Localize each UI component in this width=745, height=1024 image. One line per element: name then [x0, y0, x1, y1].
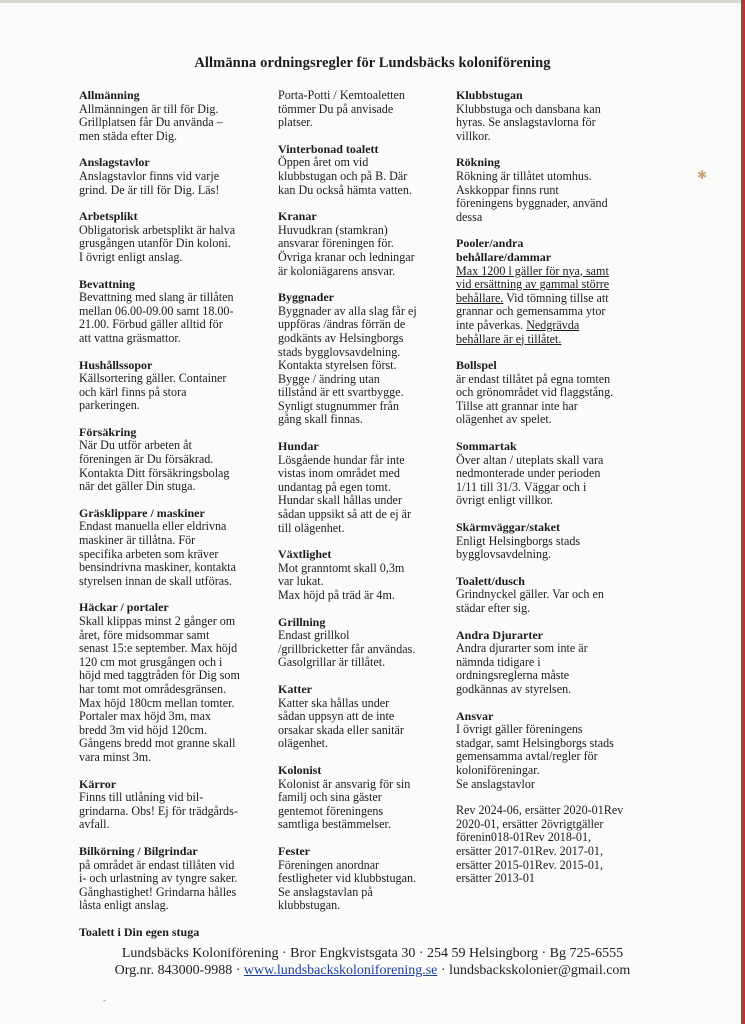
rule-text-line: är koloniägarens ansvar.: [278, 263, 396, 278]
rule-text-line: och kärl finns på stora: [79, 384, 187, 399]
rule-text-line: parkeringen.: [79, 398, 140, 413]
rule-text-line: sådan uppsyn att de inte: [278, 709, 395, 724]
rule-text-line: godkänts av Helsingborgs: [278, 330, 404, 345]
rule-heading: Kärror: [79, 776, 117, 791]
rule-heading: Kranar: [278, 209, 317, 224]
rule-text-line: villkor.: [456, 128, 491, 143]
rule-section: [79, 359, 251, 413]
rule-text-line: Anslagstavlor finns vid varje: [79, 168, 220, 183]
column-2: [278, 89, 428, 926]
rule-section: [456, 156, 626, 224]
rule-text-line: behållare är ej tillåtet.: [456, 331, 562, 346]
rule-text-line: Över altan / uteplats skall vara: [456, 452, 604, 467]
revision-line: Rev 2024-06, ersätter 2020-01: [456, 803, 604, 818]
rule-text-line: Andra djurarter som inte är: [456, 641, 588, 656]
rule-text-line: vara minst 3m.: [79, 749, 152, 764]
rule-text-line: stadgar, samt Helsingborgs stads: [456, 735, 614, 750]
rule-section: [79, 426, 251, 494]
rule-text-line: tömmer Du på anvisade: [278, 101, 394, 116]
rule-text-line: Synligt stugnummer från: [278, 398, 399, 413]
rule-text-line: Huvudkran (stamkran): [278, 222, 388, 237]
rule-text-line: Gasolgrillar är tillåtet.: [278, 655, 386, 670]
rule-section: [278, 291, 428, 427]
rule-text-line: var lukat.: [278, 574, 324, 589]
rule-text-line: i- och urlastning av tyngre saker.: [79, 871, 238, 886]
rule-section: [278, 440, 428, 535]
rule-text-line: Porta-Potti / Kemtoaletten: [278, 88, 405, 102]
rule-heading: Arbetsplikt: [79, 209, 138, 224]
rule-text-line: föreningen är Du försäkrad.: [79, 452, 214, 467]
rule-text-line: gemensamma avtal/regler för: [456, 749, 598, 764]
revision-line: Rev 2018-01, ersätter 2017-01: [456, 830, 592, 858]
rule-text-line: Portaler max höjd 3m, max: [79, 709, 211, 724]
rule-text-line: Mot granntomt skall 0,3m: [278, 560, 405, 575]
rule-heading: behållare/dammar: [456, 249, 552, 264]
rule-section: [79, 845, 251, 913]
rule-text-line: 21.00. Förbud gäller alltid för: [79, 317, 223, 332]
rule-text-line: nedmonterade under perioden: [456, 466, 601, 481]
document-title: Allmänna ordningsregler för Lundsbäcks koloniförening: [194, 55, 551, 71]
rule-section: [79, 507, 251, 589]
rule-heading: Pooler/andra: [456, 236, 524, 251]
rule-text-line: vid ersättning av gammal större: [456, 277, 610, 292]
rule-text-line: Lösgående hundar får inte: [278, 452, 405, 467]
rule-text-line: Max höjd på träd är 4m.: [278, 588, 395, 602]
rule-text-line: gång skall finnas.: [278, 412, 363, 427]
rule-text-line: Rökning är tillåtet utomhus.: [456, 168, 592, 183]
rule-text-line: Övriga kranar och ledningar: [278, 249, 415, 264]
rule-text-line: olägenhet av spelet.: [456, 412, 552, 427]
rule-section: [278, 89, 428, 130]
rule-heading: Hundar: [278, 439, 319, 454]
rule-section: [79, 210, 251, 264]
rule-heading: Anslagstavlor: [79, 155, 150, 170]
rule-text-line: Hundar skall hållas under: [278, 493, 402, 508]
rule-text-line: till olägenhet.: [278, 520, 345, 535]
rule-text-line: samtliga bestämmelser.: [278, 817, 391, 832]
rule-text-line: Gånghastighet! Grindarna hålles: [79, 884, 237, 899]
rule-text-line: Öppen året om vid: [278, 155, 369, 170]
rule-text-line: orsakar skada eller sanitär: [278, 722, 404, 737]
rule-text-line: Gångens bredd mot granne skall: [79, 736, 236, 751]
rule-text-line: föreningens byggnader, använd: [456, 196, 608, 211]
rule-text-line: stads bygglovsavdelning.: [278, 344, 401, 359]
rule-section: [278, 548, 428, 602]
rule-section: [79, 156, 251, 197]
rule-text-line: Skall klippas minst 2 gånger om: [79, 614, 236, 628]
rule-heading: Grillning: [278, 614, 326, 629]
rule-heading: Allmänning: [79, 88, 140, 102]
rule-text-line: Klubbstuga och dansbana kan: [456, 101, 601, 116]
rule-text-line: familj och sina gäster: [278, 790, 382, 805]
scan-mark: -: [103, 995, 106, 1005]
rule-text-line: inte påverkas. Nedgrävda: [456, 317, 580, 332]
rule-text-line: /grillbricketter får användas.: [278, 641, 416, 656]
rule-text-line: kan Du också hämta vatten.: [278, 182, 412, 197]
rule-text-line: grannar och gemensamma ytor: [456, 304, 606, 319]
footer-orgnr: Org.nr. 843000-9988 ·: [114, 963, 244, 978]
rule-text-line: senast 15:e september. Max höjd: [79, 641, 238, 656]
rule-heading: Kolonist: [278, 762, 322, 777]
rule-text-line: men städa efter Dig.: [79, 128, 178, 143]
rule-heading: Gräsklippare / maskiner: [79, 505, 205, 520]
rule-text-line: klubbstugan och på B. Där: [278, 168, 408, 183]
column-1: [79, 89, 251, 952]
rule-text-line: platser.: [278, 115, 313, 130]
rule-text-line: och grönområdet vid flaggstång.: [456, 385, 614, 400]
rule-text-line: mellan 06.00-09.00 samt 18.00-: [79, 303, 234, 318]
rule-heading: Hushållssopor: [79, 357, 153, 372]
footer-email: · lundsbackskolonier@gmail.com: [437, 963, 631, 978]
rule-section: [456, 237, 626, 346]
rule-heading: Växtlighet: [278, 547, 332, 562]
rule-text-line: grindarna. Obs! Ej för trädgårds-: [79, 803, 238, 818]
rule-text-line: tillstånd är ett svartbygge.: [278, 385, 404, 400]
rule-text-line: uppföras /ändras förrän de: [278, 317, 406, 332]
rule-section: [278, 764, 428, 832]
scan-speck: ✱: [697, 168, 708, 182]
rule-text-line: ansvarar föreningen för.: [278, 236, 394, 251]
footer: [0, 945, 745, 979]
revision-history: [456, 804, 626, 886]
rule-heading: Toalett i Din egen stuga: [79, 924, 200, 939]
rule-heading: Bilkörning / Bilgrindar: [79, 843, 198, 858]
rule-text-line: 1/11 till 31/3. Väggar och i: [456, 479, 587, 494]
rule-text-line: festligheter vid klubbstugan.: [278, 871, 417, 886]
rule-text-line: behållare. Vid tömning tillse att: [456, 290, 609, 305]
rule-section: [278, 845, 428, 913]
rule-text-line: Askkoppar finns runt: [456, 182, 559, 197]
rule-section: [278, 683, 428, 751]
rule-text-line: maskiner är tillåtna. För: [79, 533, 196, 548]
rule-heading: Ansvar: [456, 708, 494, 723]
revision-line: Rev. 2017-01, ersätter 2015-01: [456, 843, 603, 872]
rule-section: [79, 926, 251, 940]
rule-text-line: bensindrivna maskiner, kontakta: [79, 560, 237, 575]
rule-text-line: Bygge / ändring utan: [278, 371, 380, 386]
rule-text-line: dessa: [456, 209, 483, 224]
rule-text-line: Endast grillkol: [278, 628, 350, 643]
rule-text-line: När Du utför arbeten åt: [79, 438, 192, 453]
rule-text-line: låsta enligt anslag.: [79, 898, 169, 913]
rule-section: [278, 616, 428, 670]
rule-section: [456, 440, 626, 508]
rule-text-line: nämnda tidigare i: [456, 654, 541, 669]
rule-text-line: specifika arbeten som kräver: [79, 546, 219, 561]
footer-website-link[interactable]: www.lundsbackskoloniforening.se: [243, 963, 438, 978]
rule-heading: Katter: [278, 681, 312, 696]
revision-line: gäller förenin018-01: [456, 816, 604, 845]
rule-section: [79, 278, 251, 346]
rule-section: [456, 89, 626, 143]
rule-text-line: Grillplatsen får Du använda –: [79, 115, 223, 130]
rule-text-line: Katter ska hållas under: [278, 695, 390, 710]
rule-text-line: bygglovsavdelning.: [456, 547, 552, 562]
column-3: [456, 89, 626, 886]
rule-text-line: Kontakta styrelsen först.: [278, 358, 397, 373]
rule-section: [278, 210, 428, 278]
rule-section: [79, 778, 251, 832]
footer-contact: [0, 962, 745, 979]
revision-line: Rev. 2015-01, ersätter 2013-01: [456, 857, 603, 886]
rule-text-line: hyras. Se anslagstavlorna för: [456, 115, 596, 130]
rule-text-line: undantag på egen tomt.: [278, 479, 391, 494]
rule-text-line: Finns till utlåning vid bil-: [79, 790, 204, 805]
rule-text-line: gentemot föreningens: [278, 803, 384, 818]
rule-section: [456, 575, 626, 616]
rule-text-line: koloniföreningar.: [456, 762, 540, 777]
rule-text-line: att vattna gräsmattor.: [79, 330, 181, 345]
rule-text-line: grind. De är till för Dig. Läs!: [79, 182, 220, 197]
rule-text-line: Se anslagstavlan på: [278, 884, 373, 899]
rule-heading: Försäkring: [79, 424, 137, 439]
rule-text-line: höjd med taggtråden för Dig som: [79, 668, 240, 683]
rule-heading: Byggnader: [278, 290, 335, 305]
rule-section: [278, 143, 428, 197]
scan-edge-right: [741, 0, 745, 1024]
rule-text-line: året, före midsommar samt: [79, 627, 210, 642]
rule-section: [456, 521, 626, 562]
rule-heading: Sommartak: [456, 439, 517, 454]
rule-text-line: Byggnader av alla slag får ej: [278, 303, 417, 318]
rule-text-line: Enligt Helsingborgs stads: [456, 533, 581, 548]
rule-text-line: Max höjd 180cm mellan tomter.: [79, 695, 235, 710]
rule-text-line: Föreningen anordnar: [278, 857, 380, 872]
rule-section: [79, 89, 251, 143]
revision-line: Rev 2020-01, ersätter 2övrigt: [456, 803, 624, 831]
rule-heading: Bollspel: [456, 358, 497, 373]
footer-address: Lundsbäcks Koloniförening · Bror Engkvistsgata 30 · 254 59 Helsingborg · Bg 725-6555: [121, 946, 624, 961]
underlined-text: Nedgrävda: [526, 317, 580, 332]
rule-heading: Andra Djurarter: [456, 627, 543, 642]
rule-heading: Vinterbonad toalett: [278, 141, 379, 156]
rule-text-line: Kontakta Ditt försäkringsbolag: [79, 465, 230, 480]
rule-heading: Skärmväggar/staket: [456, 520, 560, 535]
rule-text-line: när det gäller Din stuga.: [79, 479, 196, 494]
rule-text-line: städar efter sig.: [456, 601, 531, 615]
rule-text-line: avfall.: [79, 817, 110, 832]
rule-text-line: 120 cm mot grusgången och i: [79, 654, 223, 669]
rule-heading: Häckar / portaler: [79, 600, 169, 615]
rule-text-line: I övrigt gäller föreningens: [456, 722, 583, 737]
rule-section: [79, 601, 251, 764]
rule-text-line: Max 1200 l gäller för nya, samt: [456, 263, 609, 278]
rule-text-line: ordningsreglerna måste: [456, 668, 570, 683]
rule-text-line: Bevattning med slang är tillåten: [79, 290, 234, 305]
rule-text-line: klubbstugan.: [278, 898, 341, 913]
rule-text-line: vistas inom området med: [278, 466, 400, 481]
rule-text-line: Källsortering gäller. Container: [79, 371, 227, 386]
rule-text-line: I övrigt enligt anslag.: [79, 249, 183, 264]
rule-heading: Bevattning: [79, 276, 136, 291]
rule-text-line: Grindnyckel gäller. Var och en: [456, 587, 604, 602]
rule-text-line: styrelsen innan de skall utföras.: [79, 573, 232, 588]
underlined-text: behållare.: [456, 290, 504, 305]
rule-section: [456, 629, 626, 697]
rule-text-line: Kolonist är ansvarig för sin: [278, 776, 411, 791]
rule-text-line: övrigt enligt villkor.: [456, 493, 554, 508]
rule-text-line: Endast manuella eller eldrivna: [79, 519, 227, 534]
rule-heading: Klubbstugan: [456, 88, 523, 102]
rule-heading: Rökning: [456, 155, 501, 170]
rule-text-line: Allmänningen är till för Dig.: [79, 101, 219, 116]
rule-text-line: har tomt mot områdesgränsen.: [79, 681, 227, 696]
scan-edge-top: [0, 0, 745, 3]
rule-text-line: Obligatorisk arbetsplikt är halva: [79, 222, 236, 237]
rule-heading: Fester: [278, 843, 310, 858]
rule-text-line: på området är endast tillåten vid: [79, 857, 235, 872]
rule-text-line: Se anslagstavlor: [456, 776, 535, 791]
rule-text-line: Tillse att grannar inte har: [456, 398, 578, 413]
rule-text-line: grusgången utanför Din koloni.: [79, 236, 231, 251]
rule-section: [456, 710, 626, 792]
rule-heading: Toalett/dusch: [456, 573, 525, 588]
rule-text-line: är endast tillåtet på egna tomten: [456, 371, 611, 386]
rule-text-line: bredd 3m vid höjd 120cm.: [79, 722, 207, 737]
rule-text-line: olägenhet.: [278, 736, 329, 751]
rule-section: [456, 359, 626, 427]
rule-text-line: sådan uppsikt så att de ej är: [278, 507, 411, 522]
rule-text-line: godkännas av styrelsen.: [456, 681, 572, 696]
